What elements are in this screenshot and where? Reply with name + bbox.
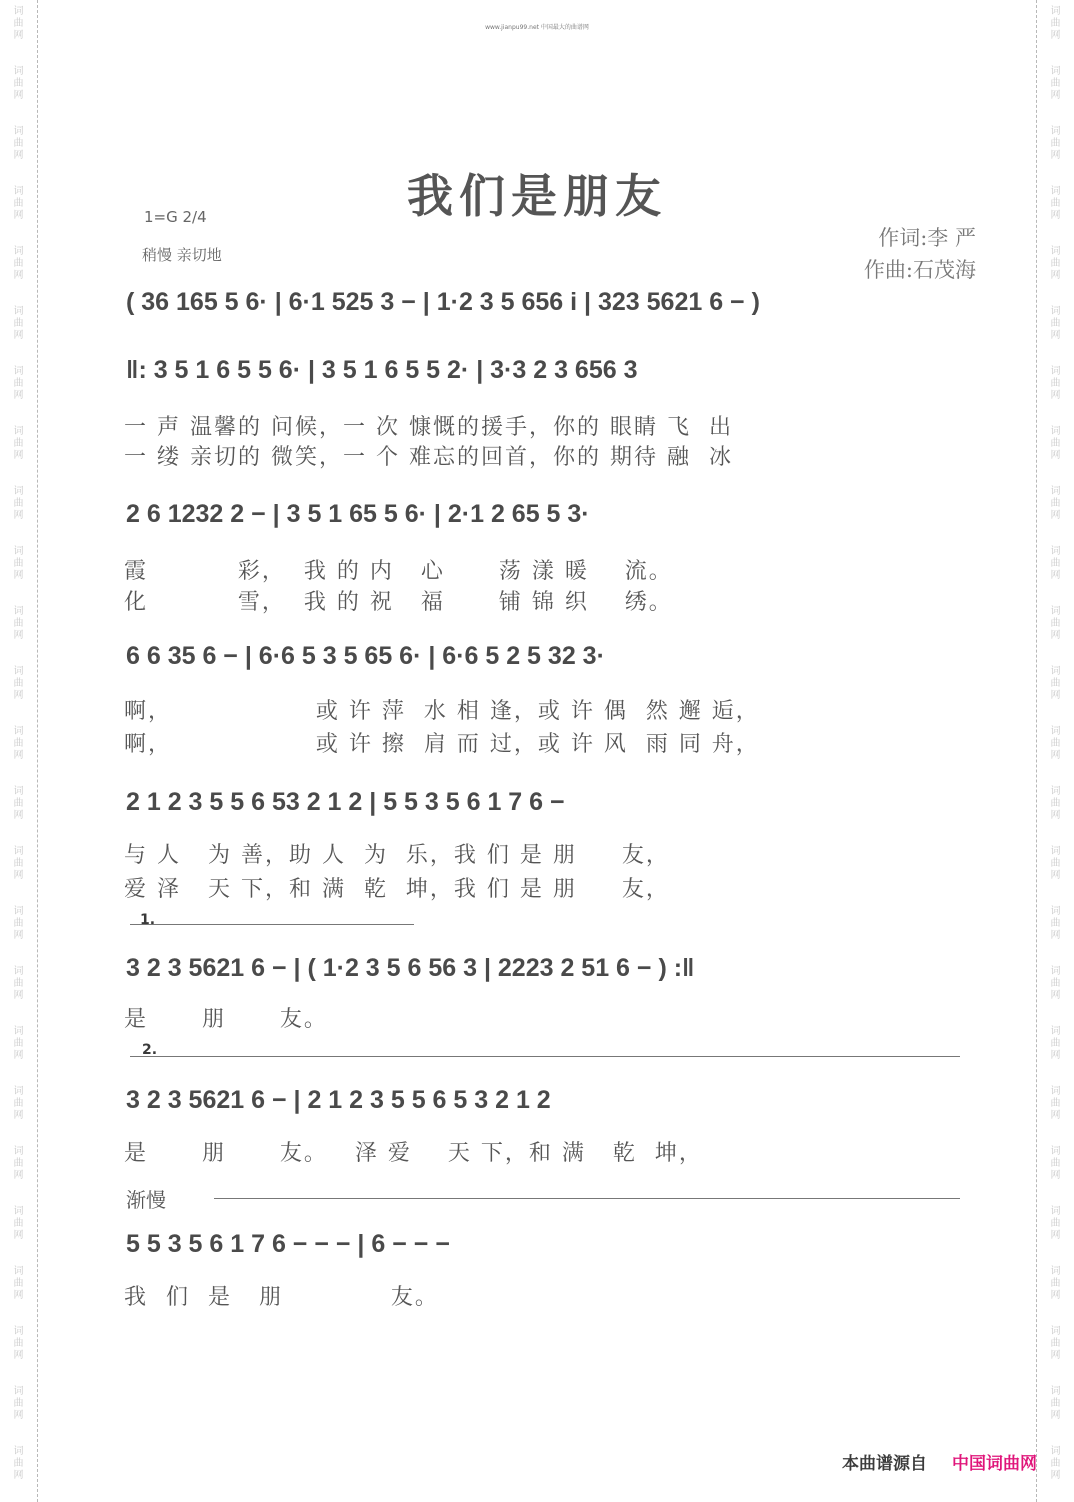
watermark-text: 词曲网 [13, 726, 24, 761]
watermark-text: 词曲网 [1050, 486, 1061, 521]
notes-line: 6 6 35 6 − | 6·6 5 3 5 65 6· | 6·6 5 2 5 32 3· [126, 642, 605, 670]
score-row-intro [122, 282, 982, 328]
volta-bracket-1 [130, 924, 414, 925]
composer-credit: 作曲:石茂海 [863, 258, 976, 282]
watermark-text: 词曲网 [1050, 246, 1061, 281]
watermark-text: 词曲网 [13, 666, 24, 701]
watermark-text: 词曲网 [13, 426, 24, 461]
key-time-signature: 1=G 2/4 [144, 208, 207, 226]
volta-2-label: 2. [142, 1042, 158, 1058]
watermark-text: 词曲网 [1050, 1446, 1061, 1481]
notes-line: 2 1 2 3 5 5 6 53 2 1 2 | 5 5 3 5 6 1 7 6 − [126, 788, 565, 816]
lyric-verse-2: 爱 泽 天 下，和 满 乾 坤，我 们 是 朋 友， [124, 877, 670, 902]
score-row-final [122, 1224, 982, 1270]
watermark-text: 词曲网 [1050, 1026, 1061, 1061]
lyric-ending-1: 是 朋 友。 [124, 1007, 328, 1032]
notes-line: 3 2 3 5621 6 − | 2 1 2 3 5 5 6 5 3 2 1 2 [126, 1086, 551, 1114]
watermark-text: 词曲网 [13, 306, 24, 341]
notes-line: 5 5 3 5 6 1 7 6 − − − | 6 − − − [126, 1230, 450, 1258]
footer-site-link[interactable]: 中国词曲网 [952, 1454, 1037, 1474]
score-row-ending-2 [122, 1080, 982, 1126]
watermark-text: 词曲网 [13, 1386, 24, 1421]
notes-line: 3 2 3 5621 6 − | ( 1·2 3 5 6 56 3 | 2223 2 51 6 − ) :‖ [126, 954, 695, 982]
watermark-text: 词曲网 [13, 966, 24, 1001]
tempo-marking: 稍慢 亲切地 [142, 246, 222, 264]
score-row-ending-1 [122, 948, 982, 994]
watermark-text: 词曲网 [1050, 6, 1061, 41]
notes-line: 2 6 1232 2 − | 3 5 1 65 5 6· | 2·1 2 65 5 3· [126, 500, 590, 528]
lyric-verse-1: 一 声 温馨的 问候，一 次 慷慨的援手，你的 眼睛 飞 出 [124, 415, 733, 440]
watermark-text: 词曲网 [13, 486, 24, 521]
watermark-text: 词曲网 [13, 1446, 24, 1481]
watermark-text: 词曲网 [13, 6, 24, 41]
watermark-text: 词曲网 [1050, 1086, 1061, 1121]
score-row-4 [122, 782, 982, 828]
watermark-text: 词曲网 [1050, 606, 1061, 641]
score-row-1 [122, 350, 982, 396]
score-row-2 [122, 494, 982, 540]
watermark-text: 词曲网 [13, 1026, 24, 1061]
watermark-text: 词曲网 [13, 1086, 24, 1121]
watermark-text: 词曲网 [13, 126, 24, 161]
watermark-text: 词曲网 [1050, 186, 1061, 221]
footer-source-label: 本曲谱源自 [842, 1454, 927, 1474]
watermark-text: 词曲网 [1050, 126, 1061, 161]
source-url: www.jianpu99.net 中国最大的曲谱网 [485, 24, 589, 31]
watermark-text: 词曲网 [13, 606, 24, 641]
watermark-text: 词曲网 [1050, 1266, 1061, 1301]
lyricist-credit: 作词:李 严 [878, 226, 976, 250]
watermark-text: 词曲网 [1050, 666, 1061, 701]
lyric-verse-1: 啊， 或 许 萍 水 相 逢，或 许 偶 然 邂 逅， [124, 699, 760, 724]
watermark-text: 词曲网 [13, 1206, 24, 1241]
notes-line: ‖: 3 5 1 6 5 5 6· | 3 5 1 6 5 5 2· | 3·3 2 3 656 3 [126, 356, 638, 384]
watermark-text: 词曲网 [1050, 846, 1061, 881]
watermark-text: 词曲网 [1050, 1386, 1061, 1421]
watermark-text: 词曲网 [13, 186, 24, 221]
lyric-verse-1: 与 人 为 善，助 人 为 乐，我 们 是 朋 友， [124, 843, 670, 868]
watermark-text: 词曲网 [13, 246, 24, 281]
watermark-text: 词曲网 [1050, 66, 1061, 101]
watermark-text: 词曲网 [13, 906, 24, 941]
watermark-text: 词曲网 [1050, 966, 1061, 1001]
lyric-verse-2: 化 雪， 我 的 祝 福 铺 锦 织 绣。 [124, 590, 673, 615]
watermark-text: 词曲网 [1050, 366, 1061, 401]
lyric-final: 我 们 是 朋 友。 [124, 1285, 439, 1310]
watermark-text: 词曲网 [13, 66, 24, 101]
score-row-3 [122, 636, 982, 682]
watermark-text: 词曲网 [1050, 1326, 1061, 1361]
watermark-text: 词曲网 [1050, 1146, 1061, 1181]
lyric-verse-2: 啊， 或 许 擦 肩 而 过，或 许 风 雨 同 舟， [124, 732, 760, 757]
watermark-text: 词曲网 [13, 1326, 24, 1361]
volta-bracket-2 [130, 1056, 960, 1057]
watermark-text: 词曲网 [1050, 426, 1061, 461]
ritardando-line [214, 1198, 960, 1199]
watermark-text: 词曲网 [13, 1266, 24, 1301]
watermark-text: 词曲网 [13, 846, 24, 881]
watermark-text: 词曲网 [1050, 906, 1061, 941]
watermark-text: 词曲网 [13, 546, 24, 581]
watermark-text: 词曲网 [13, 366, 24, 401]
lyric-verse-1: 霞 彩， 我 的 内 心 荡 漾 暖 流。 [124, 559, 673, 584]
volta-1-label: 1. [140, 912, 156, 928]
lyric-verse-2: 一 缕 亲切的 微笑，一 个 难忘的回首，你的 期待 融 冰 [124, 445, 733, 470]
watermark-text: 词曲网 [1050, 546, 1061, 581]
watermark-text: 词曲网 [1050, 306, 1061, 341]
watermark-text: 词曲网 [1050, 786, 1061, 821]
song-title: 我们是朋友 [407, 169, 667, 223]
watermark-text: 词曲网 [13, 1146, 24, 1181]
watermark-text: 词曲网 [13, 786, 24, 821]
notes-line: ( 36 165 5 6· | 6·1 525 3 − | 1·2 3 5 656 i | 323 5621 6 − ) [126, 288, 760, 316]
watermark-text: 词曲网 [1050, 726, 1061, 761]
ritardando-marking: 渐慢 [126, 1188, 166, 1212]
lyric-ending-2: 是 朋 友。 泽 爱 天 下，和 满 乾 坤， [124, 1141, 703, 1166]
watermark-text: 词曲网 [1050, 1206, 1061, 1241]
